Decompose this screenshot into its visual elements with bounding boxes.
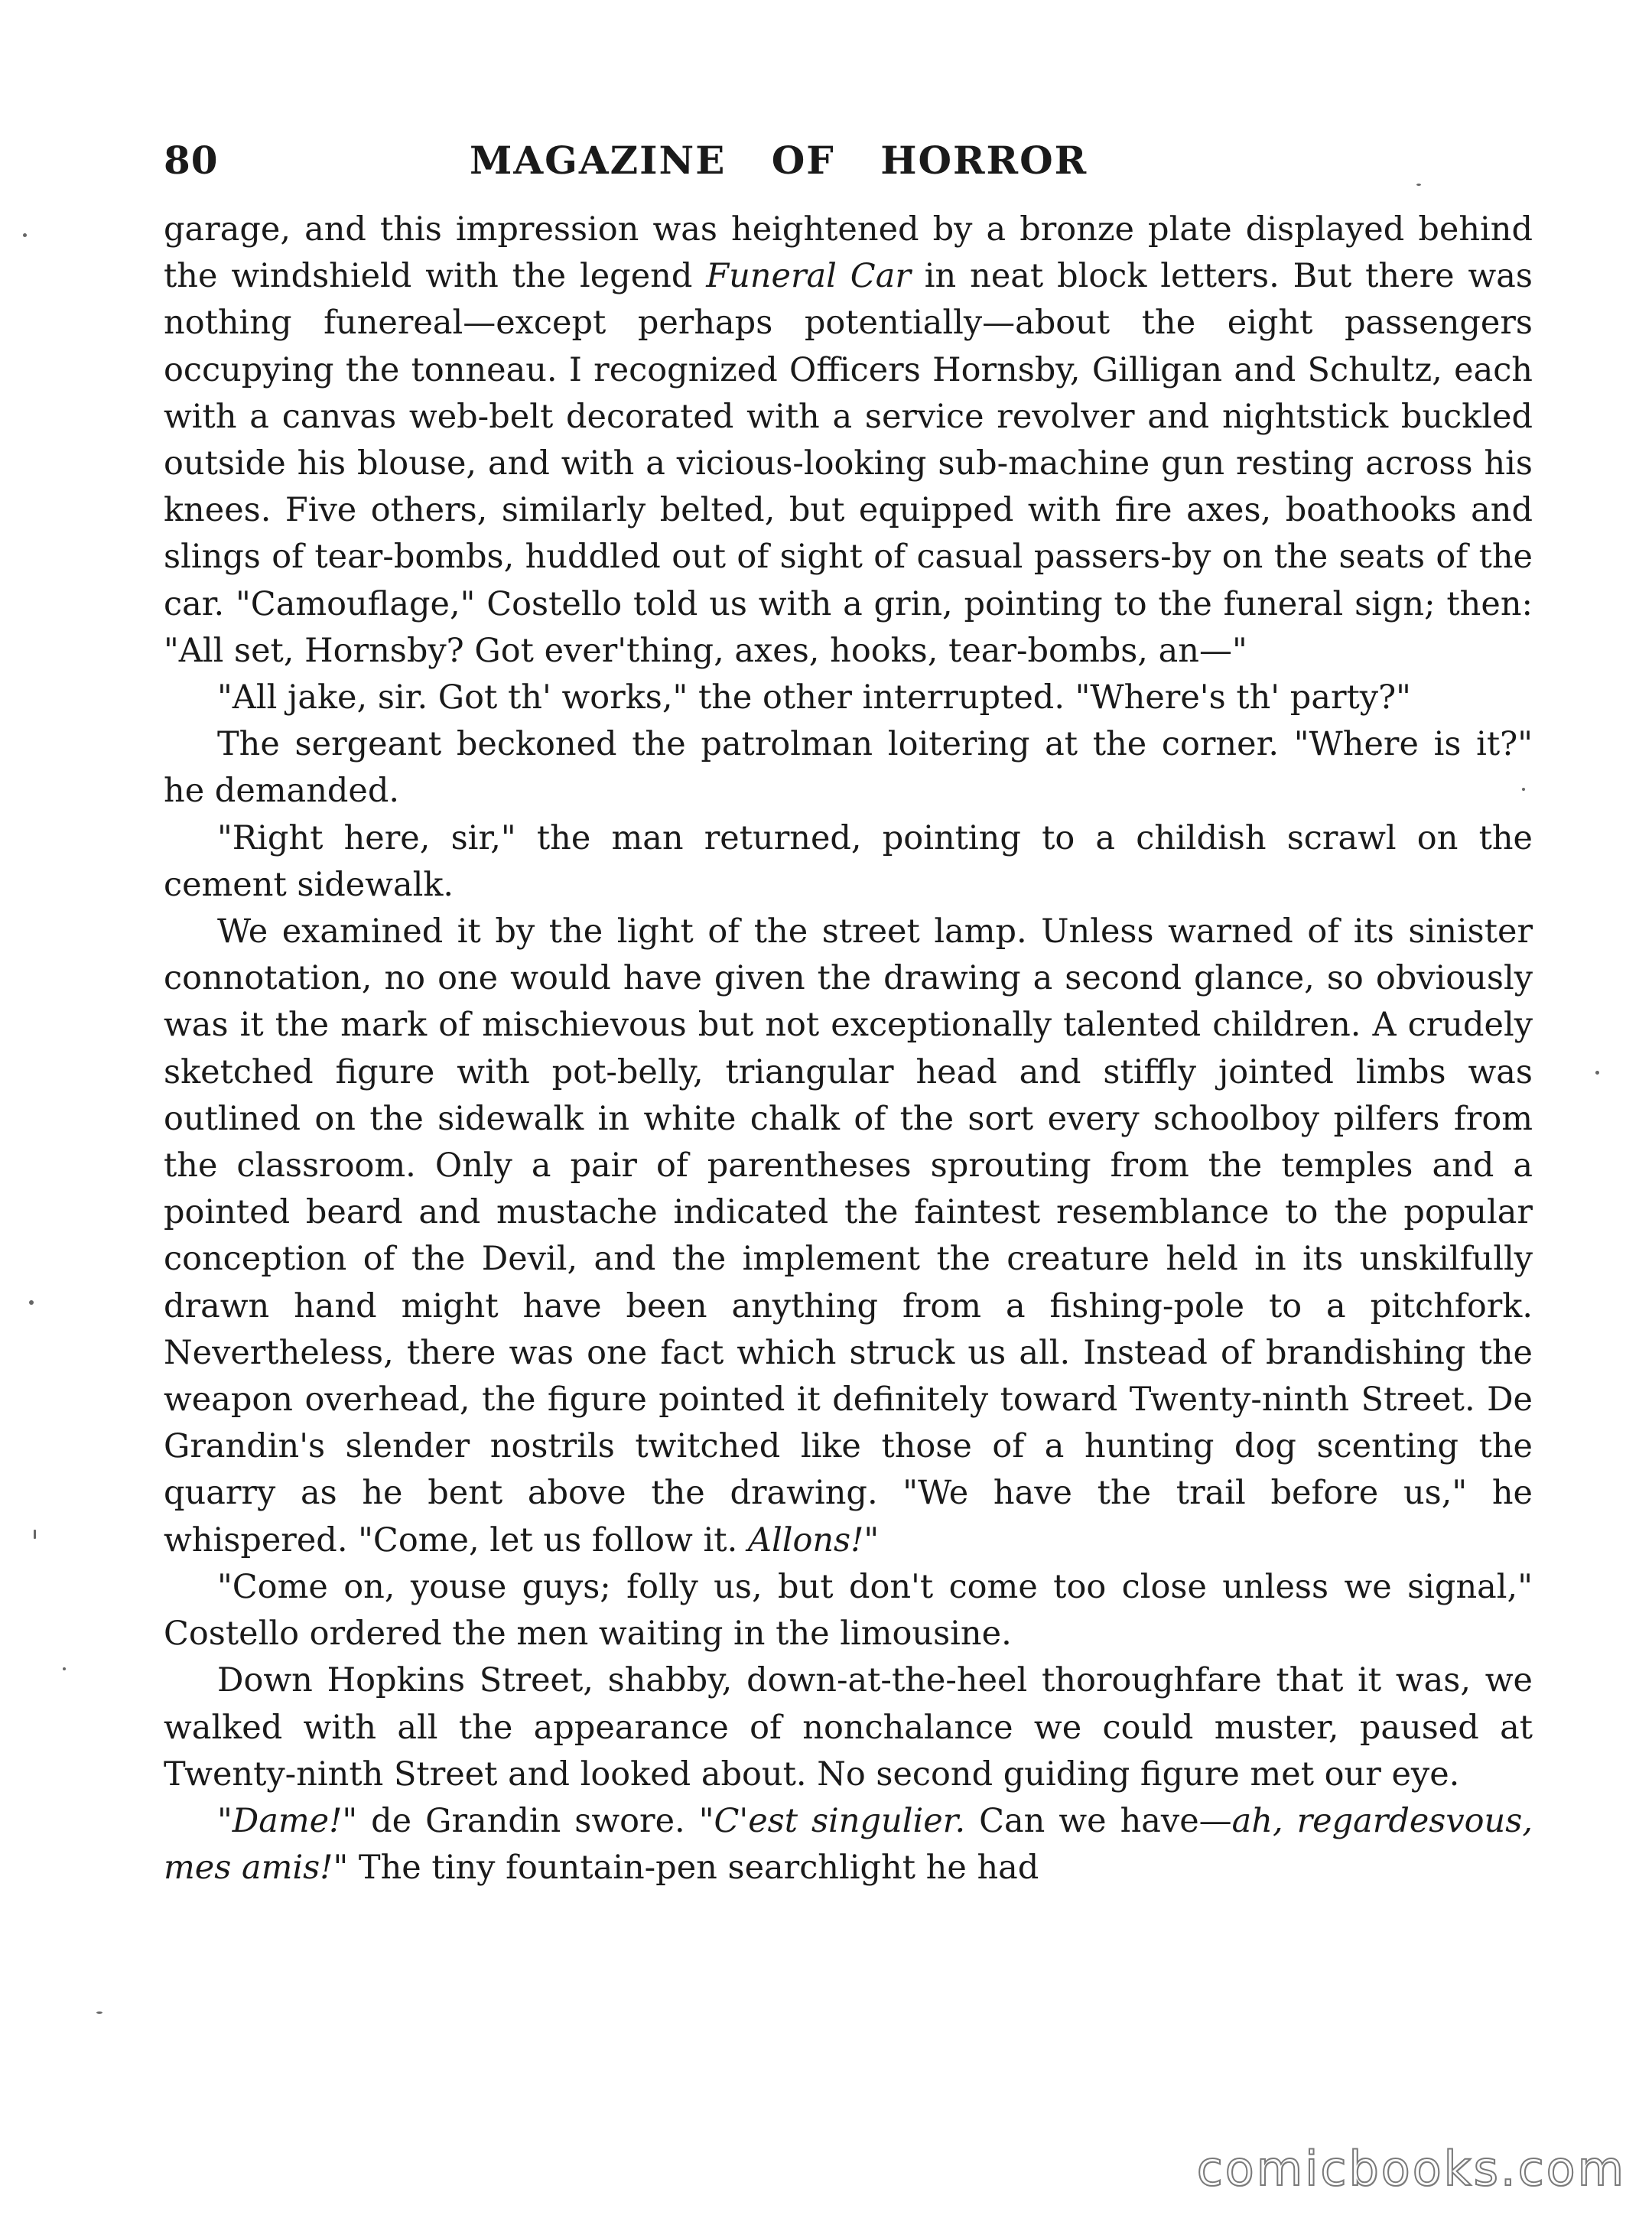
scan-speck [23,233,27,237]
page-number: 80 [164,138,219,183]
magazine-title: MAGAZINE OF HORROR [470,138,1088,183]
text-run: Can we have— [965,1801,1232,1840]
paragraph [164,909,1533,1564]
watermark-logo: comicbooks.com [1196,2141,1626,2197]
scan-speck [34,1530,36,1539]
italic-text: Allons! [747,1520,864,1559]
text-run: "Right here, sir," the man returned, pointing to a childish scrawl on the cement sidewalk. [164,818,1533,904]
text-run: We examined it by the light of the street lamp. Unless warned of its sinister connotation, no one would have given the drawing a second glance, so obviously was it the mark of mischievous but not exceptionally talented children. A crudely sketched figure with pot-belly, triangular head and stiffly jointed limbs was outlined on the sidewalk in white chalk of the sort every schoolboy pilfers from the classroom. Only a pair of parentheses sprouting from the temples and a pointed beard and mustache indicated the faintest resemblance to the popular conception of the Devil, and the implement the creature held in its unskilfully drawn hand might have been anything from a fishing-pole to a pitchfork. Nevertheless, there was one fact which struck us all. Instead of brandishing the weapon overhead, the figure pointed it definitely toward Twenty-ninth Street. De Grandin's slender nostrils twitched like those of a hunting dog scenting the quarry as he bent above the drawing. "We have the trail before us," he whispered. "Come, let us follow it. [164,912,1533,1559]
text-run: " [863,1520,880,1559]
paragraph [164,815,1533,909]
italic-text: Funeral Car [706,257,911,296]
text-run: The tiny fountain-pen searchlight he had [348,1849,1039,1888]
text-run: garage, and this impression was heightened by a bronze plate displayed behind the windshield with the legend [164,210,1533,296]
paragraph [164,721,1533,815]
text-run: The sergeant beckoned the patrolman loitering at the corner. "Where is it?" he demanded. [164,725,1533,811]
scan-speck [63,1667,66,1670]
page-header [164,138,1533,191]
paragraph [164,1657,1533,1798]
scan-speck [96,2011,102,2014]
text-run: de Grandin swore. [357,1801,699,1840]
paragraph [164,1564,1533,1657]
paragraph [164,675,1533,721]
italic-text: ah, regardesvous, mes amis!" [164,1801,1533,1888]
italic-text: "C'est singulier. [698,1801,966,1840]
story-text [164,207,1533,1891]
paragraph [164,1798,1533,1891]
scan-speck [1522,788,1525,791]
paragraph [164,207,1533,675]
scan-speck [1595,1071,1599,1075]
scan-speck [29,1300,34,1305]
italic-text: "Dame!" [217,1801,358,1840]
text-run: in neat block letters. But there was nothing funereal—except perhaps potentially—about the eight passengers occupying the tonneau. I recognized Officers Hornsby, Gilligan and Schultz, each with a canvas web-belt decorated with a service revolver and nightstick buckled outside his blouse, and with a vicious-looking sub-machine gun resting across his knees. Five others, similarly belted, but equipped with fire axes, boathooks and slings of tear-bombs, huddled out of sight of casual passers-by on the seats of the car. "Camouflage," Costello told us with a grin, pointing to the funeral sign; then: "All set, Hornsby? Got ever'thing, axes, hooks, tear-bombs, an—" [164,257,1533,670]
text-run: "Come on, youse guys; folly us, but don't come too close unless we signal," Costello ordered the men waiting in the limousine. [164,1567,1533,1654]
scan-speck [1416,184,1421,186]
text-run: "All jake, sir. Got th' works," the other interrupted. "Where's th' party?" [217,678,1411,717]
text-run: Down Hopkins Street, shabby, down-at-the-heel thoroughfare that it was, we walked with all the appearance of nonchalance we could muster, paused at Twenty-ninth Street and looked about. No second guiding figure met our eye. [164,1661,1533,1794]
